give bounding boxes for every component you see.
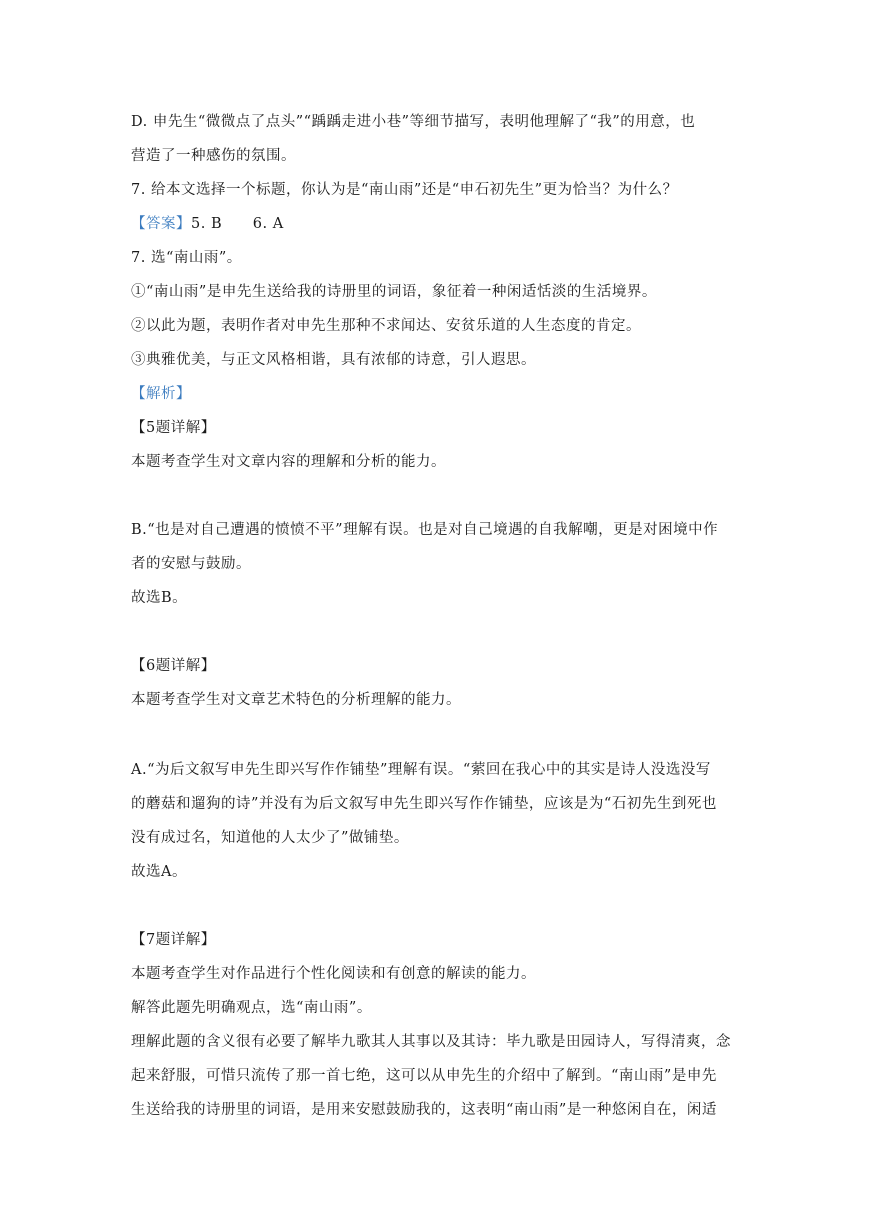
- heading-q7: 【7题详解】: [131, 932, 216, 948]
- q5-conclusion: 故选B。: [131, 590, 188, 606]
- q7-summary: 本题考查学生对作品进行个性化阅读和有创意的解读的能力。: [131, 966, 536, 982]
- q6-option-a-line-3: 没有成过名，知道他的人太少了”做铺垫。: [131, 830, 409, 846]
- q6-conclusion: 故选A。: [131, 864, 187, 880]
- analysis-label: 【解析】: [131, 386, 191, 402]
- heading-q5: 【5题详解】: [131, 420, 216, 436]
- q5-option-b-line-1: B.“也是对自己遭遇的愤愤不平”理解有误。也是对自己境遇的自我解嘲，更是对困境中作: [131, 522, 719, 538]
- q5-option-b-line-2: 者的安慰与鼓励。: [131, 556, 251, 572]
- q7-explanation-line-2: 起来舒服，可惜只流传了那一首七绝，这可以从申先生的介绍中了解到。“南山雨”是申先: [131, 1068, 717, 1084]
- q7-explanation-line-1: 理解此题的含义很有必要了解毕九歌其人其事以及其诗：毕九歌是田园诗人，写得清爽，念: [131, 1034, 731, 1050]
- answer-line: [131, 214, 284, 234]
- option-d-line-2: 营造了一种感伤的氛围。: [131, 148, 296, 164]
- answer-7: 7. 选“南山雨”。: [131, 250, 242, 266]
- q6-option-a-line-1: A.“为后文叙写申先生即兴写作作铺垫”理解有误。“萦回在我心中的其实是诗人没选没写: [131, 762, 711, 778]
- q7-explanation-line-3: 生送给我的诗册里的词语，是用来安慰鼓励我的，这表明“南山雨”是一种悠闲自在，闲适: [131, 1102, 717, 1118]
- question-7: 7. 给本文选择一个标题，你认为是“南山雨”还是“申石初先生”更为恰当？为什么？: [131, 182, 678, 198]
- q7-summary-2: 解答此题先明确观点，选“南山雨”。: [131, 1000, 372, 1016]
- answer-label: 【答案】: [131, 216, 191, 232]
- q6-option-a-line-2: 的蘑菇和遛狗的诗”并没有为后文叙写申先生即兴写作作铺垫，应该是为“石初先生到死也: [131, 796, 717, 812]
- option-d-line-1: D. 申先生“微微点了点头”“踽踽走进小巷”等细节描写，表明他理解了“我”的用意，也: [131, 114, 696, 130]
- q6-summary: 本题考查学生对文章艺术特色的分析理解的能力。: [131, 692, 461, 708]
- q5-summary: 本题考查学生对文章内容的理解和分析的能力。: [131, 454, 446, 470]
- answer-text: 5. B 6. A: [191, 216, 284, 232]
- answer-point-1: ①“南山雨”是申先生送给我的诗册里的词语，象征着一种闲适恬淡的生活境界。: [131, 284, 657, 300]
- answer-point-3: ③典雅优美，与正文风格相谐，具有浓郁的诗意，引人遐思。: [131, 352, 536, 368]
- answer-point-2: ②以此为题，表明作者对申先生那种不求闻达、安贫乐道的人生态度的肯定。: [131, 318, 641, 334]
- heading-q6: 【6题详解】: [131, 658, 216, 674]
